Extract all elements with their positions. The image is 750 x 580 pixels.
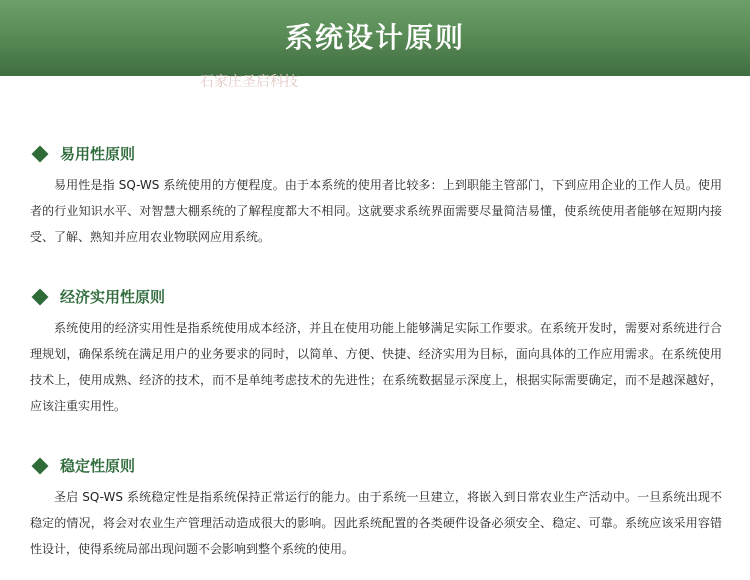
section-paragraph: 系统使用的经济实用性是指系统使用成本经济，并且在使用功能上能够满足实际工作要求。在系统开发时，需要对系统进行合理规划，确保系统在满足用户的业务要求的同时，以简单、方便、快捷、经济实用为目标，面向具体的工作应用需求。在系统使用技术上，使用成熟、经济的技术，而不是单纯考虑技术的先进性；在系统数据显示深度上，根据实际需要确定，而不是越深越好，应该注重实用性。 (30, 321, 722, 413)
section-heading (30, 285, 165, 309)
section-paragraph: 易用性是指 SQ-WS 系统使用的方便程度。由于本系统的使用者比较多：上到职能主管部门，下到应用企业的工作人员。使用者的行业知识水平、对智慧大棚系统的了解程度都大不相同。这就要求系统界面需要尽量简洁易懂，使系统使用者能够在短期内接受、了解、熟知并应用农业物联网应用系统。 (30, 178, 722, 244)
section-heading (30, 142, 135, 166)
diamond-bullet-icon (32, 146, 49, 163)
section-heading (30, 454, 135, 478)
section-paragraph: 圣启 SQ-WS 系统稳定性是指系统保持正常运行的能力。由于系统一旦建立，将嵌入到日常农业生产活动中。一旦系统出现不稳定的情况，将会对农业生产管理活动造成很大的影响。因此系统配置的各类硬件设备必须安全、稳定、可靠。系统应该采用容错性设计，使得系统局部出现问题不会影响到整个系统的使用。 (30, 490, 722, 556)
section-title: 稳定性原则 (60, 457, 136, 475)
section-title: 经济实用性原则 (60, 288, 166, 306)
watermark-text: 石家庄圣启科技 (200, 74, 298, 90)
diamond-bullet-icon (32, 458, 49, 475)
page-title: 系统设计原则 (284, 21, 465, 54)
diamond-bullet-icon (32, 289, 49, 306)
section-title: 易用性原则 (60, 145, 136, 163)
header-banner (0, 0, 750, 76)
